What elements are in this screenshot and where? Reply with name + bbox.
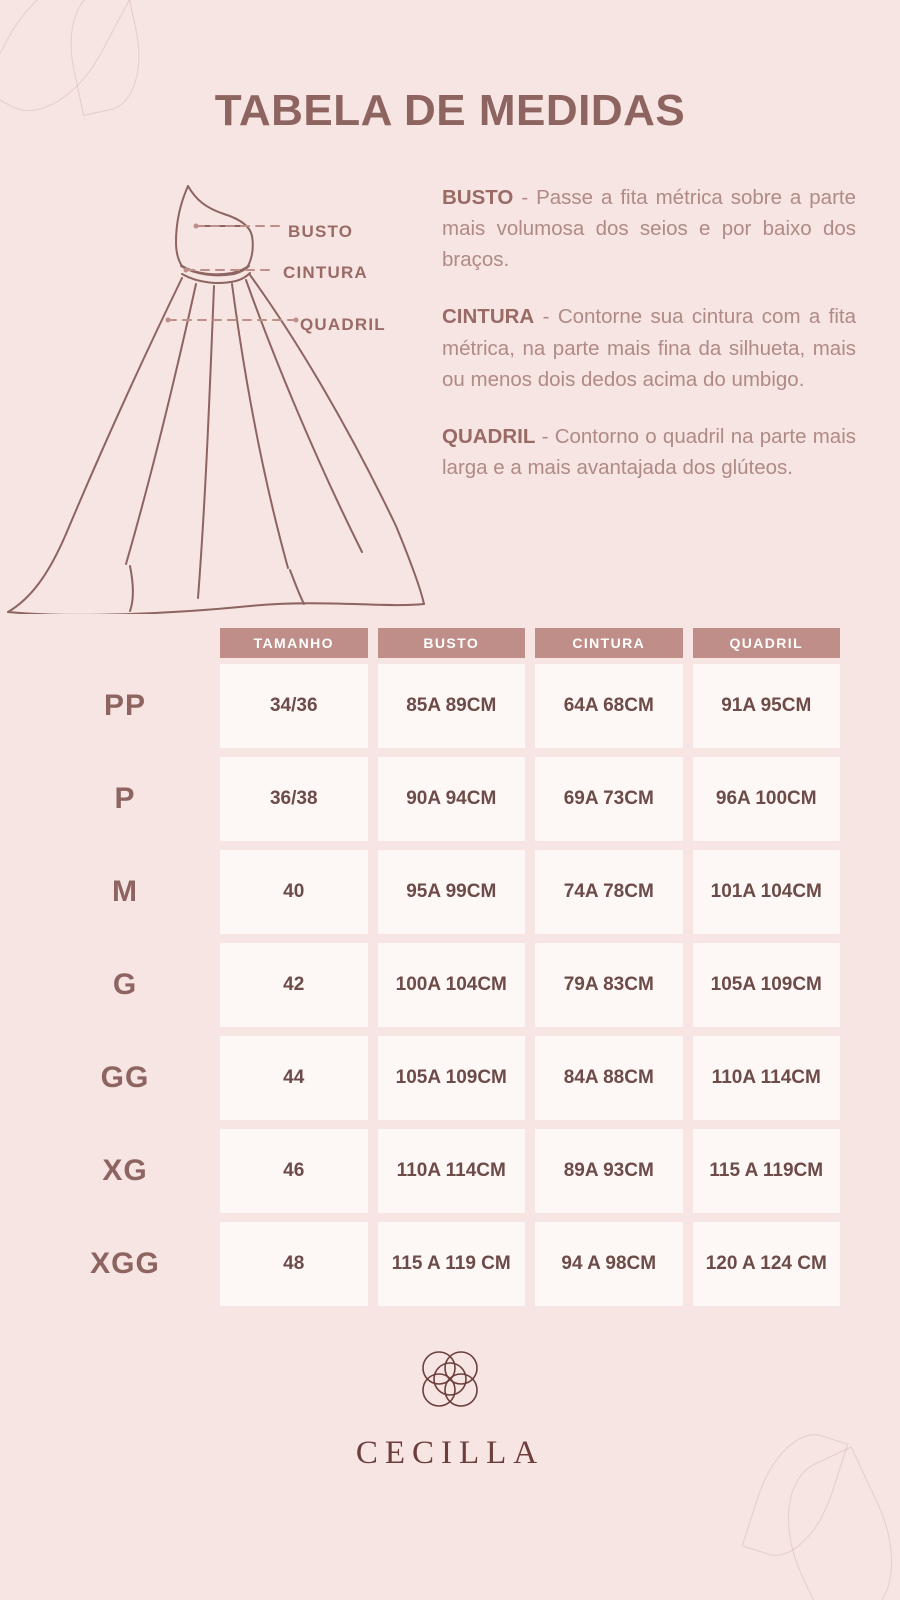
description-term-cintura: CINTURA bbox=[442, 305, 535, 329]
row-cell-quadril: 91A 95CM bbox=[693, 664, 841, 748]
row-cell-busto: 90A 94CM bbox=[378, 757, 526, 841]
table-row bbox=[30, 1222, 840, 1306]
row-size-label: XGG bbox=[90, 1247, 160, 1280]
row-size-label: GG bbox=[100, 1061, 150, 1094]
row-cell-cintura: 69A 73CM bbox=[535, 757, 683, 841]
measurement-descriptions bbox=[430, 174, 856, 604]
description-dash-quadril: - bbox=[535, 424, 555, 448]
intro-section bbox=[0, 174, 900, 604]
row-size-label: XG bbox=[102, 1154, 148, 1187]
row-cell-quadril: 96A 100CM bbox=[693, 757, 841, 841]
row-cell-tamanho: 42 bbox=[220, 943, 368, 1027]
brand-flower-icon bbox=[395, 1340, 505, 1420]
footer bbox=[0, 1340, 900, 1472]
row-cell-tamanho: 34/36 bbox=[220, 664, 368, 748]
description-dash-busto: - bbox=[513, 186, 537, 209]
row-cell-tamanho: 46 bbox=[220, 1129, 368, 1213]
description-term-quadril: QUADRIL bbox=[442, 424, 536, 448]
row-cell-cintura: 79A 83CM bbox=[535, 943, 683, 1027]
table-header-busto: BUSTO bbox=[378, 628, 526, 658]
dress-icon bbox=[0, 174, 430, 614]
row-cell-tamanho: 36/38 bbox=[220, 757, 368, 841]
brand-name: CECILLA bbox=[355, 1435, 545, 1471]
row-cell-quadril: 105A 109CM bbox=[693, 943, 841, 1027]
row-size-label: G bbox=[112, 968, 138, 1001]
table-header-tamanho: TAMANHO bbox=[220, 628, 368, 658]
diagram-label-busto: BUSTO bbox=[288, 222, 354, 241]
row-cell-busto: 95A 99CM bbox=[378, 850, 526, 934]
table-row bbox=[30, 943, 840, 1027]
row-cell-cintura: 74A 78CM bbox=[535, 850, 683, 934]
diagram-label-cintura: CINTURA bbox=[283, 263, 368, 282]
description-text-cintura: Contorne sua cintura com a fita métrica, na parte mais fina da silhueta, mais ou menos dois dedos acima do umbigo. bbox=[442, 305, 857, 391]
description-text-quadril: Contorno o quadril na parte mais larga e a mais avantajada dos glúteos. bbox=[442, 424, 856, 480]
table-header-quadril: QUADRIL bbox=[693, 628, 841, 658]
table-header-row bbox=[30, 628, 840, 658]
description-quadril bbox=[442, 421, 856, 483]
row-cell-cintura: 89A 93CM bbox=[535, 1129, 683, 1213]
table-header-cintura: CINTURA bbox=[535, 628, 683, 658]
row-cell-quadril: 110A 114CM bbox=[693, 1036, 841, 1120]
row-cell-quadril: 115 A 119CM bbox=[693, 1129, 841, 1213]
row-cell-tamanho: 44 bbox=[220, 1036, 368, 1120]
row-cell-busto: 85A 89CM bbox=[378, 664, 526, 748]
description-busto bbox=[442, 182, 856, 275]
row-cell-quadril: 101A 104CM bbox=[693, 850, 841, 934]
description-dash-cintura: - bbox=[534, 305, 558, 329]
diagram-label-quadril: QUADRIL bbox=[300, 315, 386, 334]
measurements-table bbox=[0, 628, 900, 1306]
row-cell-busto: 100A 104CM bbox=[378, 943, 526, 1027]
row-cell-busto: 110A 114CM bbox=[378, 1129, 526, 1213]
row-cell-cintura: 84A 88CM bbox=[535, 1036, 683, 1120]
table-row bbox=[30, 1129, 840, 1213]
dress-illustration bbox=[0, 174, 430, 604]
description-term-busto: BUSTO bbox=[442, 186, 514, 209]
row-cell-tamanho: 48 bbox=[220, 1222, 368, 1306]
row-cell-quadril: 120 A 124 CM bbox=[693, 1222, 841, 1306]
table-row bbox=[30, 664, 840, 748]
row-cell-cintura: 64A 68CM bbox=[535, 664, 683, 748]
row-cell-cintura: 94 A 98CM bbox=[535, 1222, 683, 1306]
description-cintura bbox=[442, 301, 856, 394]
table-row bbox=[30, 850, 840, 934]
row-size-label: P bbox=[114, 782, 136, 815]
row-cell-tamanho: 40 bbox=[220, 850, 368, 934]
page-title: TABELA DE MEDIDAS bbox=[214, 86, 686, 135]
table-row bbox=[30, 1036, 840, 1120]
table-header-spacer bbox=[30, 628, 220, 658]
row-size-label: PP bbox=[103, 689, 147, 722]
description-text-busto: Passe a fita métrica sobre a parte mais volumosa dos seios e por baixo dos braços. bbox=[442, 186, 856, 272]
row-size-label: M bbox=[112, 875, 138, 908]
row-cell-busto: 115 A 119 CM bbox=[378, 1222, 526, 1306]
table-row bbox=[30, 757, 840, 841]
row-cell-busto: 105A 109CM bbox=[378, 1036, 526, 1120]
